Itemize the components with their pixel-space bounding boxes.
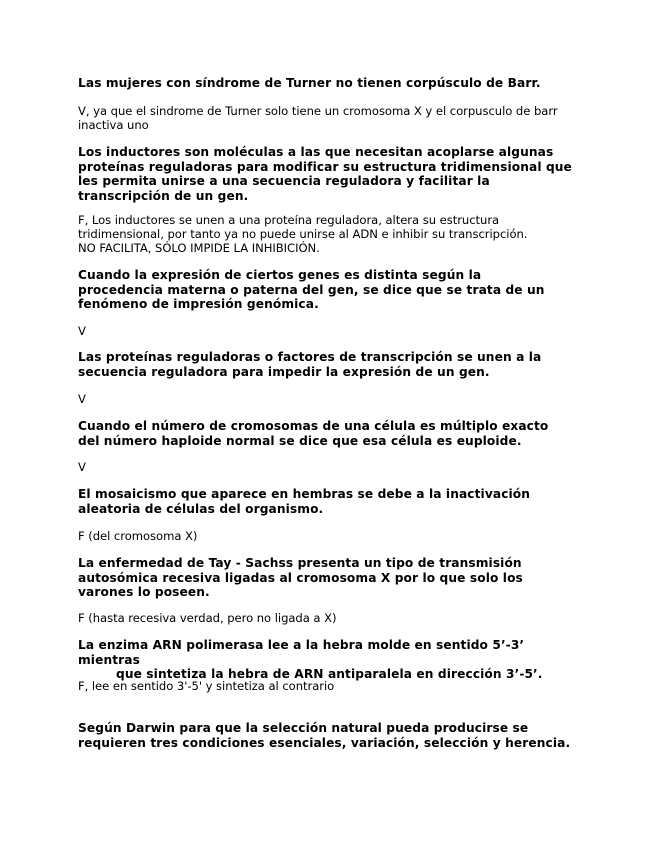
answer-1: V, ya que el sindrome de Turner solo tiene un cromosoma X y el corpusculo de barr inactiva uno bbox=[78, 104, 558, 132]
answer-7: F (hasta recesiva verdad, pero no ligada a X) bbox=[78, 611, 337, 625]
answer-4: V bbox=[78, 392, 86, 406]
question-5: Cuando el número de cromosomas de una célula es múltiplo exacto del número haploide normal se dice que esa célula es euploide. bbox=[78, 419, 549, 448]
answer-2: F, Los inductores se unen a una proteína reguladora, altera su estructura tridimensional, por tanto ya no puede unirse al ADN e inhibir su transcripción. NO FACILITA, SÓLO IMPIDE LA INHIBICIÓN. bbox=[78, 213, 528, 255]
question-7: La enfermedad de Tay - Sachss presenta un tipo de transmisión autosómica recesiva ligadas al cromosoma X por lo que solo los varones lo poseen. bbox=[78, 556, 523, 599]
answer-5: V bbox=[78, 460, 86, 474]
question-8-line-2: que sintetiza la hebra de ARN antiparalela en dirección 3’-5’. bbox=[116, 667, 543, 681]
question-4: Las proteínas reguladoras o factores de transcripción se unen a la secuencia reguladora para impedir la expresión de un gen. bbox=[78, 350, 542, 379]
answer-8: F, lee en sentido 3'-5' y sintetiza al contrario bbox=[78, 679, 335, 693]
question-1: Las mujeres con síndrome de Turner no tienen corpúsculo de Barr. bbox=[78, 76, 541, 90]
question-2: Los inductores son moléculas a las que necesitan acoplarse algunas proteínas reguladoras para modificar su estructura tridimensional que les permita unirse a una secuencia reguladora y facilitar la transcripción de un gen. bbox=[78, 145, 572, 203]
question-6: El mosaicismo que aparece en hembras se debe a la inactivación aleatoria de células del organismo. bbox=[78, 487, 531, 516]
question-3: Cuando la expresión de ciertos genes es distinta según la procedencia materna o paterna del gen, se dice que se trata de un fenómeno de impresión genómica. bbox=[78, 268, 545, 311]
question-8 bbox=[78, 638, 578, 682]
question-8-line-1: La enzima ARN polimerasa lee a la hebra molde en sentido 5’-3’ mientras bbox=[78, 638, 525, 667]
answer-3: V bbox=[78, 324, 86, 338]
question-9: Según Darwin para que la selección natural pueda producirse se requieren tres condiciones esenciales, variación, selección y herencia. bbox=[78, 721, 571, 750]
answer-6: F (del cromosoma X) bbox=[78, 529, 198, 543]
